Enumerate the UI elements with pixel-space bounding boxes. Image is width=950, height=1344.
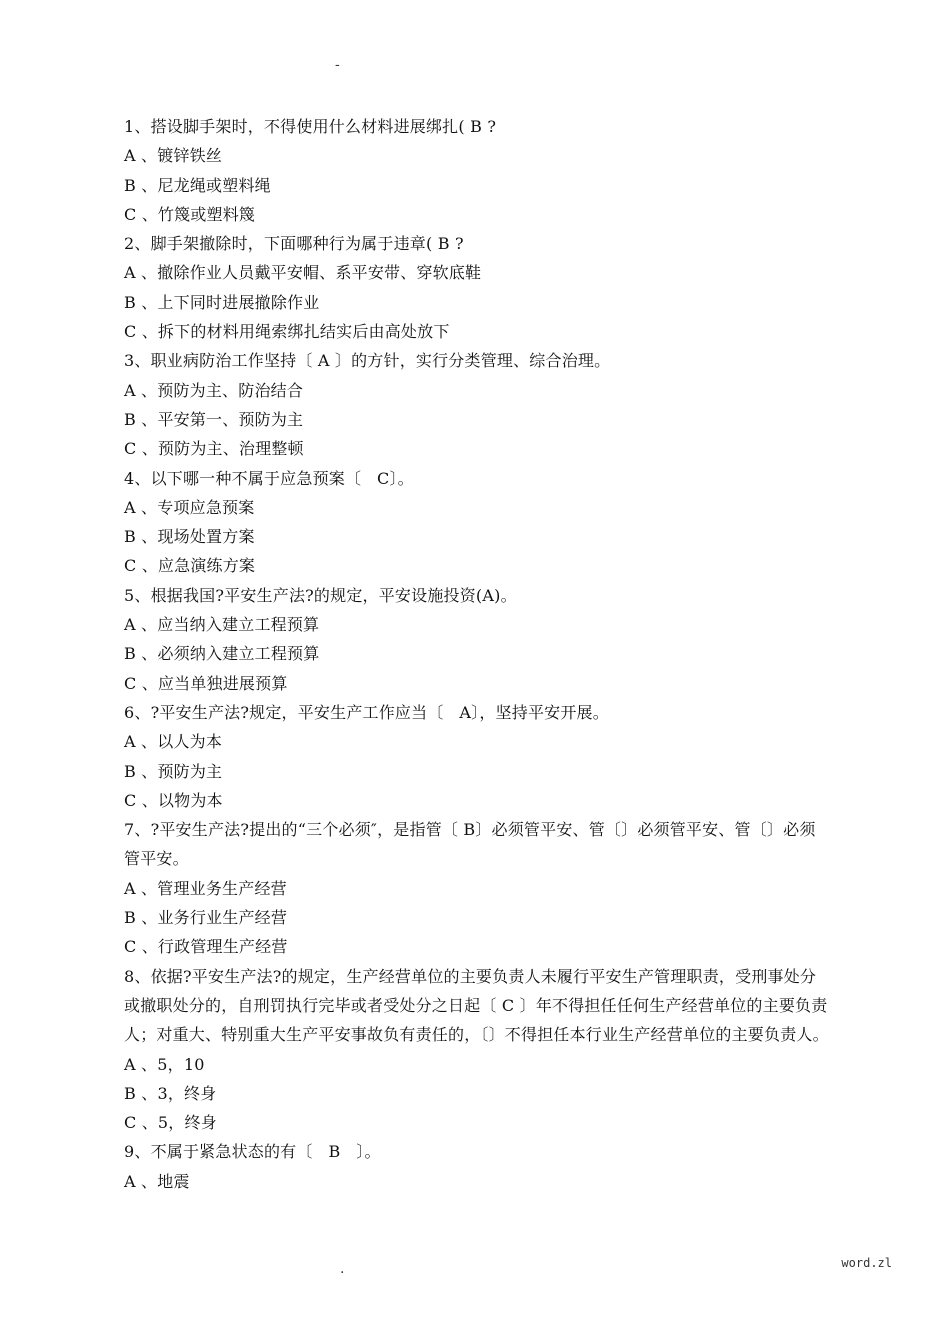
q2-option-c: C 、拆下的材料用绳索绑扎结实后由高处放下 [124,322,450,342]
q8-option-c: C 、5，终身 [124,1113,217,1133]
q1-option-b: B 、尼龙绳或塑料绳 [124,175,271,195]
q6-option-b: B 、预防为主 [124,761,223,781]
q8-option-b: B 、3，终身 [124,1083,217,1103]
footer-dot: . [340,1261,345,1277]
q9-option-a: A 、地震 [124,1171,190,1191]
question-3: 3、职业病防治工作坚持〔 A 〕的方针，实行分类管理、综合治理。 [124,351,611,371]
q3-option-b: B 、平安第一、预防为主 [124,409,304,429]
document-body [124,112,830,1196]
q3-option-c: C 、预防为主、治理整顿 [124,439,304,459]
question-9: 9、不属于紧急状态的有〔 B 〕。 [124,1142,381,1162]
q7-option-b: B 、业务行业生产经营 [124,908,288,928]
footer-source-text: word.zl [841,1256,892,1270]
q6-option-a: A 、以人为本 [124,732,223,752]
question-6: 6、?平安生产法?规定，平安生产工作应当〔 A〕，坚持平安开展。 [124,702,609,722]
question-8: 8、依据?平安生产法?的规定，生产经营单位的主要负责人未履行平安生产管理职责，受刑事处分或撤职处分的，自刑罚执行完毕或者受处分之日起〔 C 〕年不得担任任何生产经营单位的主要负责人；对重大、特别重大生产平安事故负有责任的，〔〕不得担任本行业生产经营单位的主要负责人。 [124,966,829,1045]
q1-option-c: C 、竹篾或塑料篾 [124,204,256,224]
q2-option-b: B 、上下同时进展撤除作业 [124,292,320,312]
q5-option-c: C 、应当单独进展预算 [124,673,288,693]
q7-option-a: A 、管理业务生产经营 [124,878,287,898]
question-2: 2、脚手架撤除时，下面哪种行为属于违章( B ? [124,234,464,254]
q6-option-c: C 、以物为本 [124,790,223,810]
q1-option-a: A 、镀锌铁丝 [124,146,223,166]
q7-option-c: C 、行政管理生产经营 [124,937,288,957]
q5-option-a: A 、应当纳入建立工程预算 [124,615,320,635]
q4-option-c: C 、应急演练方案 [124,556,256,576]
question-5: 5、根据我国?平安生产法?的规定，平安设施投资(A)。 [124,585,517,605]
q3-option-a: A 、预防为主、防治结合 [124,380,304,400]
q2-option-a: A 、撤除作业人员戴平安帽、系平安带、穿软底鞋 [124,263,482,283]
question-4: 4、以下哪一种不属于应急预案〔 C〕。 [124,468,414,488]
q8-option-a: A 、5，10 [124,1054,205,1074]
header-mark: - [335,57,340,73]
q5-option-b: B 、必须纳入建立工程预算 [124,644,320,664]
q4-option-b: B 、现场处置方案 [124,527,255,547]
q4-option-a: A 、专项应急预案 [124,497,255,517]
question-1: 1、搭设脚手架时，不得使用什么材料进展绑扎( B ? [124,117,497,136]
question-7: 7、?平安生产法?提出的“三个必须″，是指管〔 B〕必须管平安、管〔〕必须管平安、管〔〕必须管平安。 [124,820,816,869]
